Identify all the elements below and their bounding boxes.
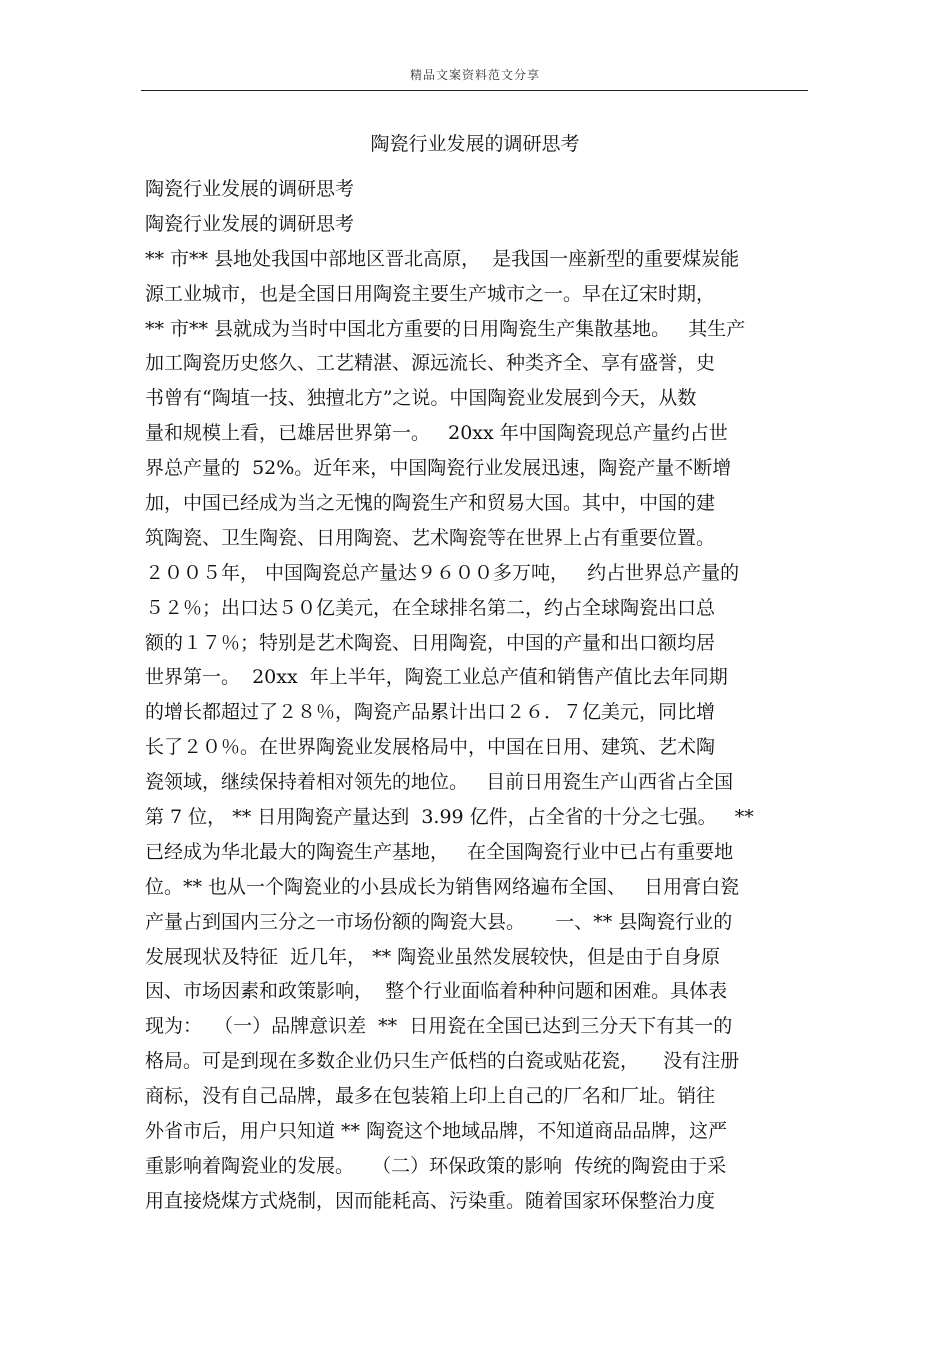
body-text-line: 的增长都超过了２８％，陶瓷产品累计出口２６．７亿美元，同比增: [145, 701, 716, 724]
body-text-line: 现为： （一）品牌意识差 ** 日用瓷在全国已达到三分天下有其一的: [145, 1015, 733, 1038]
page-header: 精品文案资料范文分享: [409, 68, 540, 82]
body-text-line: 界总产量的 52%。近年来，中国陶瓷行业发展迅速，陶瓷产量不断增: [145, 457, 732, 480]
body-text-line: 发展现状及特征 近几年， ** 陶瓷业虽然发展较快，但是由于自身原: [145, 945, 721, 968]
document-title: 陶瓷行业发展的调研思考: [370, 133, 580, 155]
body-text-line: 量和规模上看，已雄居世界第一。 20xx 年中国陶瓷现总产量约占世: [145, 422, 728, 445]
body-text-line: 源工业城市，也是全国日用陶瓷主要生产城市之一。早在辽宋时期，: [145, 282, 716, 305]
body-text-line: 因、市场因素和政策影响， 整个行业面临着种种问题和困难。具体表: [145, 980, 728, 1003]
body-text-line: 筑陶瓷、卫生陶瓷、日用陶瓷、艺术陶瓷等在世界上占有重要位置。: [145, 526, 716, 549]
body-text-line: ２００５年， 中国陶瓷总产量达９６００多万吨， 约占世界总产量的: [145, 561, 740, 584]
body-text-line: 长了２０％。在世界陶瓷业发展格局中，中国在日用、建筑、艺术陶: [145, 736, 716, 759]
body-text-line: 已经成为华北最大的陶瓷生产基地， 在全国陶瓷行业中已占有重要地: [145, 840, 734, 863]
body-text-line: 瓷领域，继续保持着相对领先的地位。 目前日用瓷生产山西省占全国: [145, 771, 734, 794]
body-text-line: 产量占到国内三分之一市场份额的陶瓷大县。 一、** 县陶瓷行业的: [145, 910, 733, 933]
document-body: [145, 172, 810, 1219]
body-text-line: 第 7 位， ** 日用陶瓷产量达到 3.99 亿件，占全省的十分之七强。 **: [145, 806, 754, 829]
body-text-line: 用直接烧煤方式烧制，因而能耗高、污染重。随着国家环保整治力度: [145, 1189, 716, 1212]
body-text-line: 陶瓷行业发展的调研思考: [145, 178, 355, 200]
body-text-line: ** 市** 县就成为当时中国北方重要的日用陶瓷生产集散基地。 其生产: [145, 317, 746, 340]
body-text-line: 重影响着陶瓷业的发展。 （二）环保政策的影响 传统的陶瓷由于采: [145, 1154, 727, 1177]
body-text-line: 陶瓷行业发展的调研思考: [145, 212, 355, 235]
body-text-line: ５２％；出口达５０亿美元，在全球排名第二，约占全球陶瓷出口总: [145, 596, 716, 619]
header-divider: [141, 90, 808, 91]
body-text-line: 格局。可是到现在多数企业仍只生产低档的白瓷或贴花瓷， 没有注册: [145, 1050, 740, 1073]
body-text-line: 加，中国已经成为当之无愧的陶瓷生产和贸易大国。其中，中国的建: [145, 492, 716, 515]
body-text-line: 书曾有“陶埴一技、独擅北方”之说。中国陶瓷业发展到今天，从数: [145, 387, 697, 410]
body-text-line: 外省市后，用户只知道 ** 陶瓷这个地域品牌，不知道商品品牌，这严: [145, 1120, 728, 1143]
body-text-line: ** 市** 县地处我国中部地区晋北高原， 是我国一座新型的重要煤炭能: [145, 247, 740, 270]
body-text-line: 位。** 也从一个陶瓷业的小县成长为销售网络遍布全国、 日用膏白瓷: [145, 875, 740, 898]
body-text-line: 额的１７％；特别是艺术陶瓷、日用陶瓷，中国的产量和出口额均居: [145, 631, 716, 654]
body-text-line: 加工陶瓷历史悠久、工艺精湛、源远流长、种类齐全、享有盛誉，史: [145, 352, 716, 375]
body-text-line: 商标，没有自己品牌，最多在包装箱上印上自己的厂名和厂址。销往: [145, 1085, 716, 1108]
body-text-line: 世界第一。 20xx 年上半年，陶瓷工业总产值和销售产值比去年同期: [145, 666, 728, 689]
